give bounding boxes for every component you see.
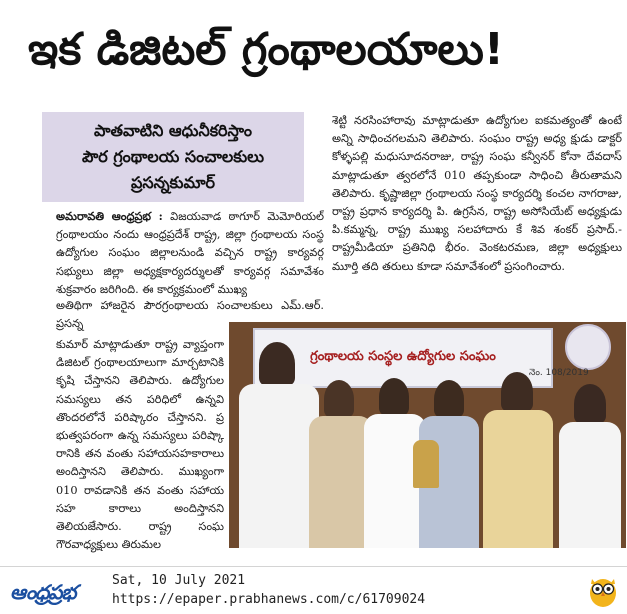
trophy <box>413 440 439 488</box>
article-left-top-text: విజయవాడ ఠాగూర్ మెమోరియల్ గ్రంథాలయం నందు ఆంధ్రప్రదేశ్ రాష్ట్ర, జిల్లా గ్రంథాలయ సంస్థ ఉద్యోగుల సంఘం జిల్లాలనుండి వచ్చిన రాష్ట్ర కార్యవర్గ సభ్యులు జిల్లా అధ్యక్షకార్యదర్శులతో కార్యవర్గ సమావేశం శుక్రవారం జరిగింది. ఈ కార్యక్రమంలో ముఖ్య <box>56 210 324 296</box>
article-right-col <box>332 112 622 312</box>
subhead-line-1: పాతవాటిని ఆధునీకరిస్తాం <box>94 121 252 140</box>
footer-url[interactable]: https://epaper.prabhanews.com/c/61709024 <box>112 592 426 607</box>
person-1-shirt <box>239 384 319 548</box>
photo-banner-text: గ్రంథాలయ సంస్థల ఉద్యోగుల సంఘం <box>310 349 496 364</box>
person-2 <box>324 380 354 418</box>
footer-divider <box>0 566 627 567</box>
headline: ఇక డిజిటల్ గ్రంథాలయాలు! <box>28 24 504 75</box>
subhead-box <box>42 112 304 202</box>
photo-banner-reg: నెం. 108/2019 <box>529 368 589 378</box>
owl-icon <box>588 574 618 608</box>
article-right-text: శెట్టి నరసింహారావు మాట్లాడుతూ ఉద్యోగుల ఐకమత్యంతో ఉంటే అన్ని సాధించగలమని తెలిపారు. సంఘం రాష్ట్ర అధ్య క్షుడు డాక్టర్ కోళ్ళపల్లి మధుసూదనరాజు, రాష్ట్ర సంఘ కన్వీనర్ కోనా దేవదాస్ మాట్లాడుతూ త్వరలోనే 010 తప్పకుండా సాధించి తీరుతామని తెలిపారు. కృష్ణాజిల్లా గ్రంథాలయ సంస్థ కార్యదర్శి కంచల నాగరాజు, రాష్ట్ర ప్రధాన కార్యదర్శి పి. ఉగ్రసేన, రాష్ట్ర అసోసియేట్ అధ్యక్షుడు పి.కమ్మన్న, రాష్ట్ర ముఖ్య సలహాదారు కే శివ శంకర్ ప్రసాద్.-రాష్ట్రమీడియా ప్రతినిధి భీరం. వెంకటరమణ, జిల్లా అధ్యక్షులు మూర్తి తది తరులు కూడా సమావేశంలో ప్రసంగించారు. <box>332 114 622 273</box>
person-3 <box>379 378 409 416</box>
person-5-shirt <box>483 410 553 548</box>
dateline: అమరావతి ఆంధ్రప్రభ : <box>56 209 163 223</box>
article-left-mid-text: అతిథిగా హాజరైన పౌరగ్రంథాలయ సంచాలకులు ఎమ్.ఆర్. ప్రసన్న <box>56 299 324 331</box>
person-6 <box>574 384 606 424</box>
event-photo <box>229 322 626 548</box>
person-1 <box>259 342 295 386</box>
article-left-narrow <box>56 336 224 566</box>
person-4 <box>434 380 464 418</box>
subhead-line-3: ప్రసన్నకుమార్ <box>130 173 216 192</box>
person-6-shirt <box>559 422 621 548</box>
footer-date: Sat, 10 July 2021 <box>112 573 246 588</box>
article-left-top <box>56 207 324 297</box>
subhead-line-2: పౌర గ్రంథాలయ సంచాలకులు <box>81 147 265 166</box>
article-left-narrow-text: కుమార్ మాట్లాడుతూ రాష్ట్ర వ్యాప్తంగా డిజిటల్ గ్రంథాలయాలుగా మార్చటానికి కృషి చేస్తానని తెలిపారు. ఉద్యోగుల సమస్యలు తన పరిధిలో ఉన్నవి తొందరలోనే పరిష్కారం చేస్తానని. ప్ర భుత్వపరంగా ఉన్న సమస్యలు పరిష్కా రానికి తన వంతు సహాయసహకారాలు అందిస్తానని తెలిపారు. ముఖ్యంగా 010 రావడానికి తన వంతు సహాయ సహ కారాలు అందిస్తానని తెలియజేసారు. రాష్ట్ర సంఘ గౌరవాధ్యక్షులు తిరుమల <box>56 338 224 552</box>
person-5 <box>501 372 533 412</box>
banner-emblem-icon <box>565 324 611 370</box>
newspaper-logo: ఆంధ్రప్రభ <box>10 580 76 604</box>
